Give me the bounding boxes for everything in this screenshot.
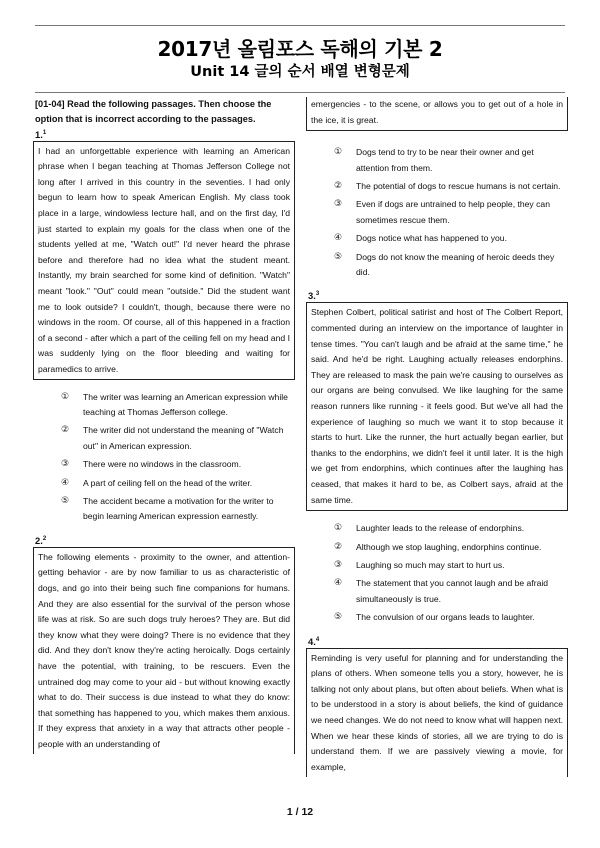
- passage-3: Stephen Colbert, political satirist and host of The Colbert Report, commented during an interview on the importance of laughter in tense times. "You can't laugh and be afraid at the same time," he said. And he'd be right. Laughing actually releases endorphins. They are released to mask the pain we're causing to ourselves as our organs are being convulsed. We like laughing for the same reason runners like running - it feels good. But we've all had the experience of laughing so much we want it to stop because it starts to hurt. Like the runner, the hurt actually began earlier, but thanks to the endorphins, we didn't feel it until later. It is the high we get from endorphins, which continues after the laughing has ceased, that makes it hard to be, as Colbert says, afraid at the same time.: [306, 302, 568, 511]
- options-3: [306, 511, 568, 634]
- question-number-2: 2.$^2$: [35, 534, 47, 546]
- passage-1: I had an unforgettable experience with learning an American phrase when I began teaching at Thomas Jefferson College not long after I arrived in this country in the seventies. I had only begun to learn how to speak American English. My class took place in a large, windowless lecture hall, and on the first day, I'd just started to explain my goals for the class when one of the students yelled at me, "Watch out!" I'd never heard the phrase before and therefore had no idea what the student meant. Instantly, my brain searched for some kind of definition. "Watch" meant "look." "Out" could mean "outside." Did the student want me to look outside? I couldn't, though, because there were no windows in the room. Of course, all of this happened in a fraction of a second - after which a part of the ceiling fell on my head and I was suddenly lying on the floor bleeding and waiting for paramedics to arrive.: [33, 141, 295, 380]
- question-number-1: 1.$^1$: [35, 128, 47, 140]
- header-bottom-rule: [35, 92, 565, 93]
- passage-2-continued: emergencies - to the scene, or allows you to get out of a hole in the ice, it is great.: [306, 97, 568, 131]
- option[interactable]: ① Dogs tend to try to be near their owner and get attention from them.: [333, 147, 534, 173]
- passage-4: Reminding is very useful for planning and for understanding the plans of others. When someone tells you a story, however, he is talking not only about plans, but often about beliefs. When what is to be understood in a story is about beliefs, the kind of guidance we need changes. We do not need to know what will happen next. When we hear these kinds of stories, all we are trying to do is understand them. If we are passively viewing a movie, for example,: [306, 648, 568, 778]
- option[interactable]: ③ Laughing so much may start to hurt us.: [333, 559, 505, 570]
- option[interactable]: ④ A part of ceiling fell on the head of the writer.: [60, 477, 253, 488]
- document-subtitle: Unit 14 글의 순서 배열 변형문제: [190, 64, 410, 80]
- instructions: [01-04] Read the following passages. Then choose the option that is incorrect according to the passages.: [35, 99, 272, 125]
- option[interactable]: ② Although we stop laughing, endorphins continue.: [333, 541, 542, 552]
- option[interactable]: ① The writer was learning an American expression while teaching at Thomas Jefferson college.: [60, 391, 288, 417]
- question-number-3: 3.$^3$: [308, 290, 320, 302]
- passage-2: The following elements - proximity to the owner, and attention-getting behavior - are by now familiar to us as characteristic of dogs, and go into their being such fine companions for humans. And they are also essential for the survival of the person whose life was at risk. So are such dogs truly heroes? They are. But did they know what they were doing? There is no evidence that they did. And they don't know they're acting heroically. Dogs certainly have the potential, with training, to be rescuers. Even the untrained dog may come to your aid - but without knowing exactly what to do. Their success is due instead to what they do know: that something has happened to you, which makes them anxious. If they express that anxiety in a way that attracts other people - people with an understanding of: [33, 547, 295, 755]
- option[interactable]: ③ Even if dogs are untrained to help people, they can sometimes rescue them.: [333, 199, 550, 225]
- option[interactable]: ④ The statement that you cannot laugh and be afraid simultaneously is true.: [333, 578, 549, 604]
- option[interactable]: ④ Dogs notice what has happened to you.: [333, 233, 507, 244]
- top-rule: [35, 25, 565, 26]
- option[interactable]: ⑤ The convulsion of our organs leads to laughter.: [333, 612, 535, 623]
- option[interactable]: ① Laughter leads to the release of endorphins.: [333, 523, 525, 534]
- option[interactable]: ② The writer did not understand the meaning of "Watch out" in American expression.: [60, 425, 284, 451]
- question-number-4: 4.$^4$: [308, 635, 320, 647]
- option[interactable]: ③ There were no windows in the classroom.: [60, 459, 242, 470]
- document-title: 2017년 올림포스 독해의 기본 2: [157, 37, 443, 61]
- option[interactable]: ⑤ Dogs do not know the meaning of heroic deeds they did.: [333, 251, 555, 278]
- left-column: [33, 97, 295, 754]
- option[interactable]: ⑤ The accident became a motivation for the writer to begin learning American expression earnestly.: [60, 495, 274, 522]
- right-column: [306, 97, 568, 777]
- option[interactable]: ② The potential of dogs to rescue humans is not certain.: [333, 181, 561, 191]
- options-2: [306, 131, 568, 289]
- page-number: 1 / 12: [286, 806, 314, 818]
- options-1: [33, 380, 295, 534]
